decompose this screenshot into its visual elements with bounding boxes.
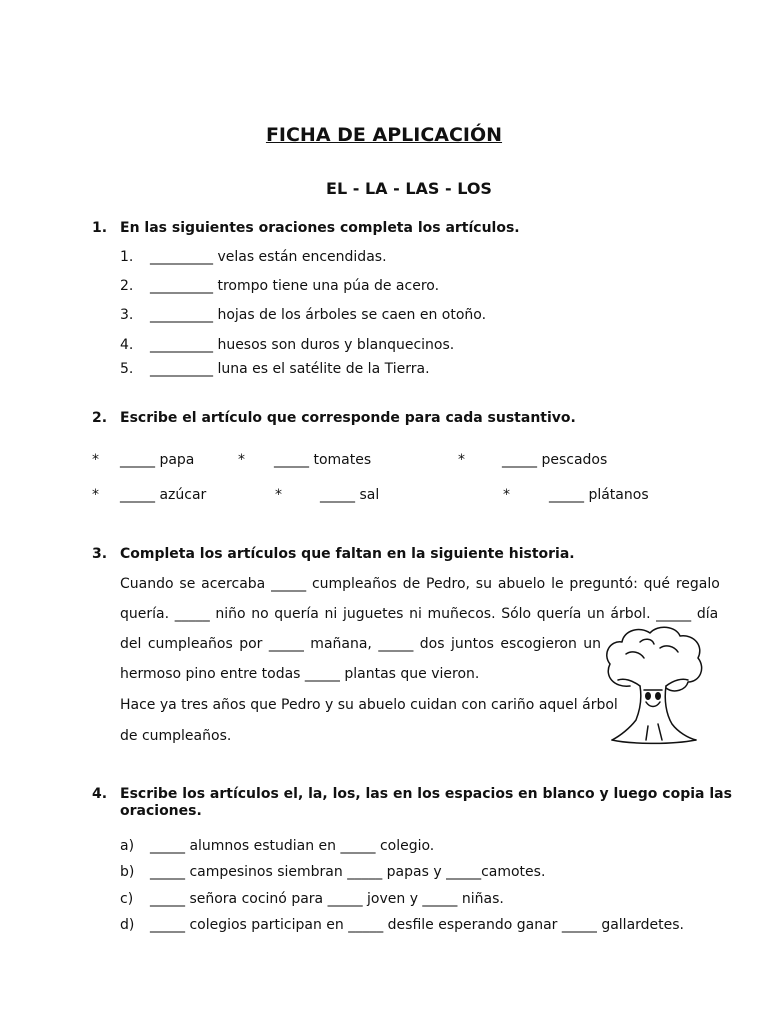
q1-item-text: _________ hojas de los árboles se caen en otoño. xyxy=(150,307,487,323)
q1-item-text: _________ trompo tiene una púa de acero. xyxy=(150,278,440,294)
bullet-star: * xyxy=(92,487,99,503)
q4-number: 4. xyxy=(92,786,108,802)
bullet-star: * xyxy=(92,452,99,468)
q4-item-text: _____ campesinos siembran _____ papas y _____camotes. xyxy=(150,864,546,880)
q1-item-text: _________ huesos son duros y blanquecinos. xyxy=(150,337,455,353)
bullet-star: * xyxy=(503,487,510,503)
q2-item: _____ tomates xyxy=(274,452,372,468)
q3-number: 3. xyxy=(92,546,108,562)
q1-number: 1. xyxy=(92,220,108,236)
story-line: Cuando se acercaba _____ cumpleaños de Pedro, su abuelo le preguntó: qué regalo xyxy=(120,576,720,592)
story-line: de cumpleaños. xyxy=(120,728,232,744)
q2-number: 2. xyxy=(92,410,108,426)
story-line: quería. _____ niño no quería ni juguetes ni muñecos. Sólo quería un árbol. _____ día xyxy=(120,606,719,622)
q1-item-number: 2. xyxy=(120,278,134,294)
q4-item-text: _____ alumnos estudian en _____ colegio. xyxy=(150,838,435,854)
story-line: hermoso pino entre todas _____ plantas que vieron. xyxy=(120,666,480,682)
story-line: Hace ya tres años que Pedro y su abuelo cuidan con cariño aquel árbol xyxy=(120,697,618,713)
q1-item-text: _________ velas están encendidas. xyxy=(150,249,387,265)
q1-item-number: 1. xyxy=(120,249,134,265)
bullet-star: * xyxy=(275,487,282,503)
q4-item-letter: b) xyxy=(120,864,135,880)
q4-item-text: _____ señora cocinó para _____ joven y _____ niñas. xyxy=(150,891,504,907)
worksheet-title: FICHA DE APLICACIÓN xyxy=(265,124,503,146)
q1-item-number: 4. xyxy=(120,337,134,353)
bullet-star: * xyxy=(458,452,465,468)
q2-item: _____ papa xyxy=(120,452,195,468)
q4-instruction: Escribe los artículos el, la, los, las en los espacios en blanco y luego copia las xyxy=(120,786,732,802)
q2-item: _____ plátanos xyxy=(549,487,649,503)
happy-tree-illustration xyxy=(600,624,706,746)
q3-instruction: Completa los artículos que faltan en la siguiente historia. xyxy=(120,546,575,562)
q1-item-number: 5. xyxy=(120,361,134,377)
story-line: del cumpleaños por _____ mañana, _____ dos juntos escogieron un xyxy=(120,636,602,652)
q2-item: _____ pescados xyxy=(502,452,608,468)
q1-item-number: 3. xyxy=(120,307,134,323)
q4-item-letter: d) xyxy=(120,917,135,933)
q2-instruction: Escribe el artículo que corresponde para cada sustantivo. xyxy=(120,410,576,426)
q2-item: _____ azúcar xyxy=(120,487,207,503)
q4-instruction-continued: oraciones. xyxy=(120,803,202,819)
q4-item-letter: c) xyxy=(120,891,134,907)
worksheet-subtitle: EL - LA - LAS - LOS xyxy=(326,179,492,198)
q4-item-letter: a) xyxy=(120,838,135,854)
q2-item: _____ sal xyxy=(320,487,380,503)
bullet-star: * xyxy=(238,452,245,468)
q1-item-text: _________ luna es el satélite de la Tierra. xyxy=(150,361,430,377)
q4-item-text: _____ colegios participan en _____ desfile esperando ganar _____ gallardetes. xyxy=(150,917,685,933)
q1-instruction: En las siguientes oraciones completa los artículos. xyxy=(120,220,520,236)
